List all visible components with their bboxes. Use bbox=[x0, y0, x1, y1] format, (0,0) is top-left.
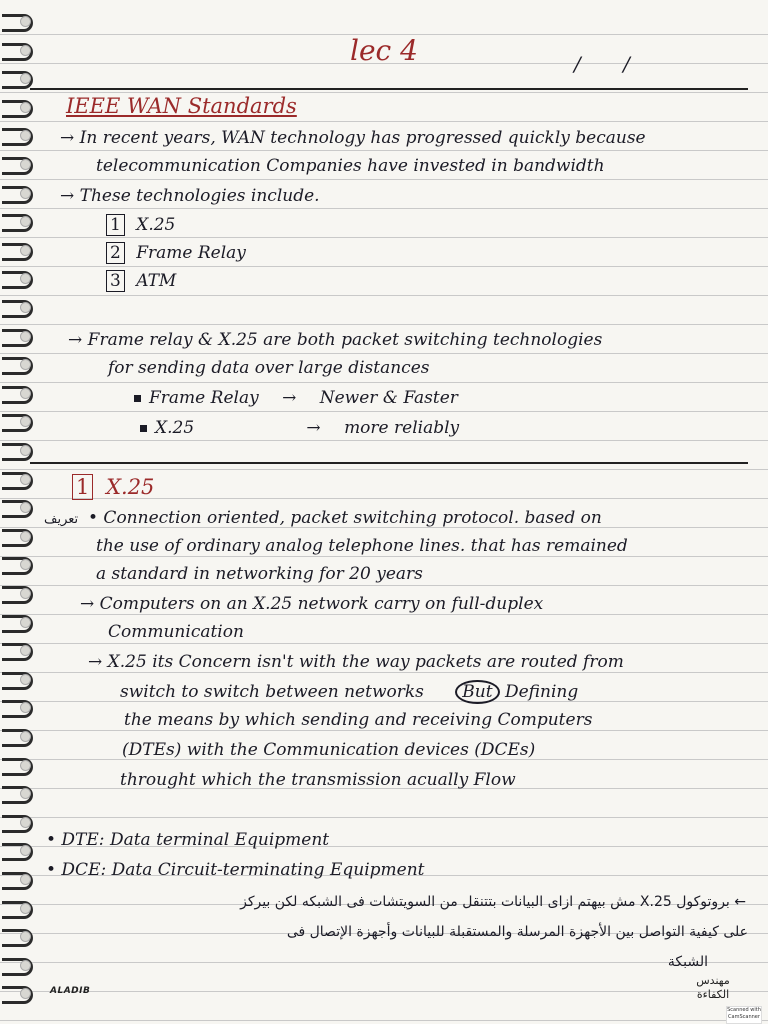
arabic-note-line: ← بروتوكول X.25 مش بيهتم ازاى البيانات بتتنقل من السويتشات فى الشبكه لكن بيركز bbox=[240, 894, 746, 910]
punch-hole bbox=[20, 102, 31, 113]
punch-hole bbox=[20, 245, 31, 256]
punch-hole bbox=[20, 302, 31, 313]
punch-hole bbox=[20, 874, 31, 885]
comparison-row bbox=[140, 418, 459, 438]
item-number: 3 bbox=[106, 270, 125, 292]
punch-hole bbox=[20, 474, 31, 485]
arabic-note-line: الشبكة bbox=[667, 954, 708, 970]
punch-hole bbox=[20, 331, 31, 342]
list-item-atm bbox=[106, 270, 176, 292]
header-rule bbox=[30, 88, 748, 90]
punch-hole bbox=[20, 731, 31, 742]
list-item-x25 bbox=[106, 214, 175, 236]
item-number: 2 bbox=[106, 242, 125, 264]
scanner-watermark: Scanned with CamScanner bbox=[726, 1006, 762, 1024]
punch-hole bbox=[20, 531, 31, 542]
note-line bbox=[120, 680, 578, 704]
note-line: → In recent years, WAN technology has progressed quickly because bbox=[60, 128, 646, 148]
circled-word: But bbox=[455, 680, 499, 704]
punch-hole bbox=[20, 817, 31, 828]
comparison-right: more reliably bbox=[344, 418, 460, 438]
note-line: Communication bbox=[108, 622, 244, 642]
item-label: Frame Relay bbox=[136, 243, 246, 263]
punch-hole bbox=[20, 188, 31, 199]
arrow-right-icon: → bbox=[282, 388, 297, 408]
switch-line-start: switch to switch between networks bbox=[120, 682, 424, 702]
section-number: 1 bbox=[72, 474, 93, 500]
note-line: the means by which sending and receiving Computers bbox=[124, 710, 593, 730]
note-line: throught which the transmission acually Flow bbox=[120, 770, 516, 790]
comparison-right: Newer & Faster bbox=[319, 388, 458, 408]
comparison-left: X.25 bbox=[155, 418, 195, 438]
arrow-right-icon: → bbox=[306, 418, 321, 438]
note-line: → X.25 its Concern isn't with the way packets are routed from bbox=[88, 652, 624, 672]
note-line: → Frame relay & X.25 are both packet switching technologies bbox=[68, 330, 603, 350]
margin-note: تعريف bbox=[44, 512, 79, 527]
section-title-x25 bbox=[72, 474, 154, 500]
comparison-row bbox=[134, 388, 458, 408]
spiral-binding bbox=[0, 0, 34, 1024]
punch-hole bbox=[20, 903, 31, 914]
punch-hole bbox=[20, 617, 31, 628]
section-divider bbox=[30, 462, 748, 464]
arabic-note-line: على كيفية التواصل بين الأجهزة المرسلة والمستقبلة للبيانات وأجهزة الإتصال فى bbox=[286, 924, 748, 940]
switch-line-end: Defining bbox=[504, 682, 579, 702]
note-line: telecommunication Companies have invested in bandwidth bbox=[96, 156, 605, 176]
definition-dte: • DTE: Data terminal Equipment bbox=[46, 830, 330, 850]
note-line: the use of ordinary analog telephone lines. that has remained bbox=[96, 536, 628, 556]
note-line: → Computers on an X.25 network carry on full-duplex bbox=[80, 594, 544, 614]
punch-hole bbox=[20, 674, 31, 685]
punch-hole bbox=[20, 960, 31, 971]
page-title: lec 4 bbox=[350, 34, 418, 67]
notebook-brand: ALADIB bbox=[50, 986, 91, 996]
punch-hole bbox=[20, 388, 31, 399]
note-line: • Connection oriented, packet switching protocol. based on bbox=[88, 508, 602, 528]
author-stamp: مهندس الكفاءة bbox=[696, 974, 730, 1001]
punch-hole bbox=[20, 445, 31, 456]
note-line: a standard in networking for 20 years bbox=[96, 564, 423, 584]
punch-hole bbox=[20, 760, 31, 771]
square-bullet-icon bbox=[140, 425, 147, 432]
punch-hole bbox=[20, 159, 31, 170]
comparison-left: Frame Relay bbox=[149, 388, 259, 408]
item-label: X.25 bbox=[136, 215, 176, 235]
punch-hole bbox=[20, 16, 31, 27]
note-line: (DTEs) with the Communication devices (DCEs) bbox=[122, 740, 536, 760]
item-number: 1 bbox=[106, 214, 125, 236]
section-title-wan-standards: IEEE WAN Standards bbox=[66, 94, 297, 118]
note-line: → These technologies include. bbox=[60, 186, 320, 206]
definition-dce: • DCE: Data Circuit-terminating Equipment bbox=[46, 860, 425, 880]
punch-hole bbox=[20, 588, 31, 599]
note-line: for sending data over large distances bbox=[108, 358, 430, 378]
list-item-frame-relay bbox=[106, 242, 246, 264]
square-bullet-icon bbox=[134, 395, 141, 402]
section-title-text: X.25 bbox=[106, 475, 155, 499]
punch-hole bbox=[20, 45, 31, 56]
item-label: ATM bbox=[136, 271, 177, 291]
date-field: / / bbox=[574, 52, 648, 76]
